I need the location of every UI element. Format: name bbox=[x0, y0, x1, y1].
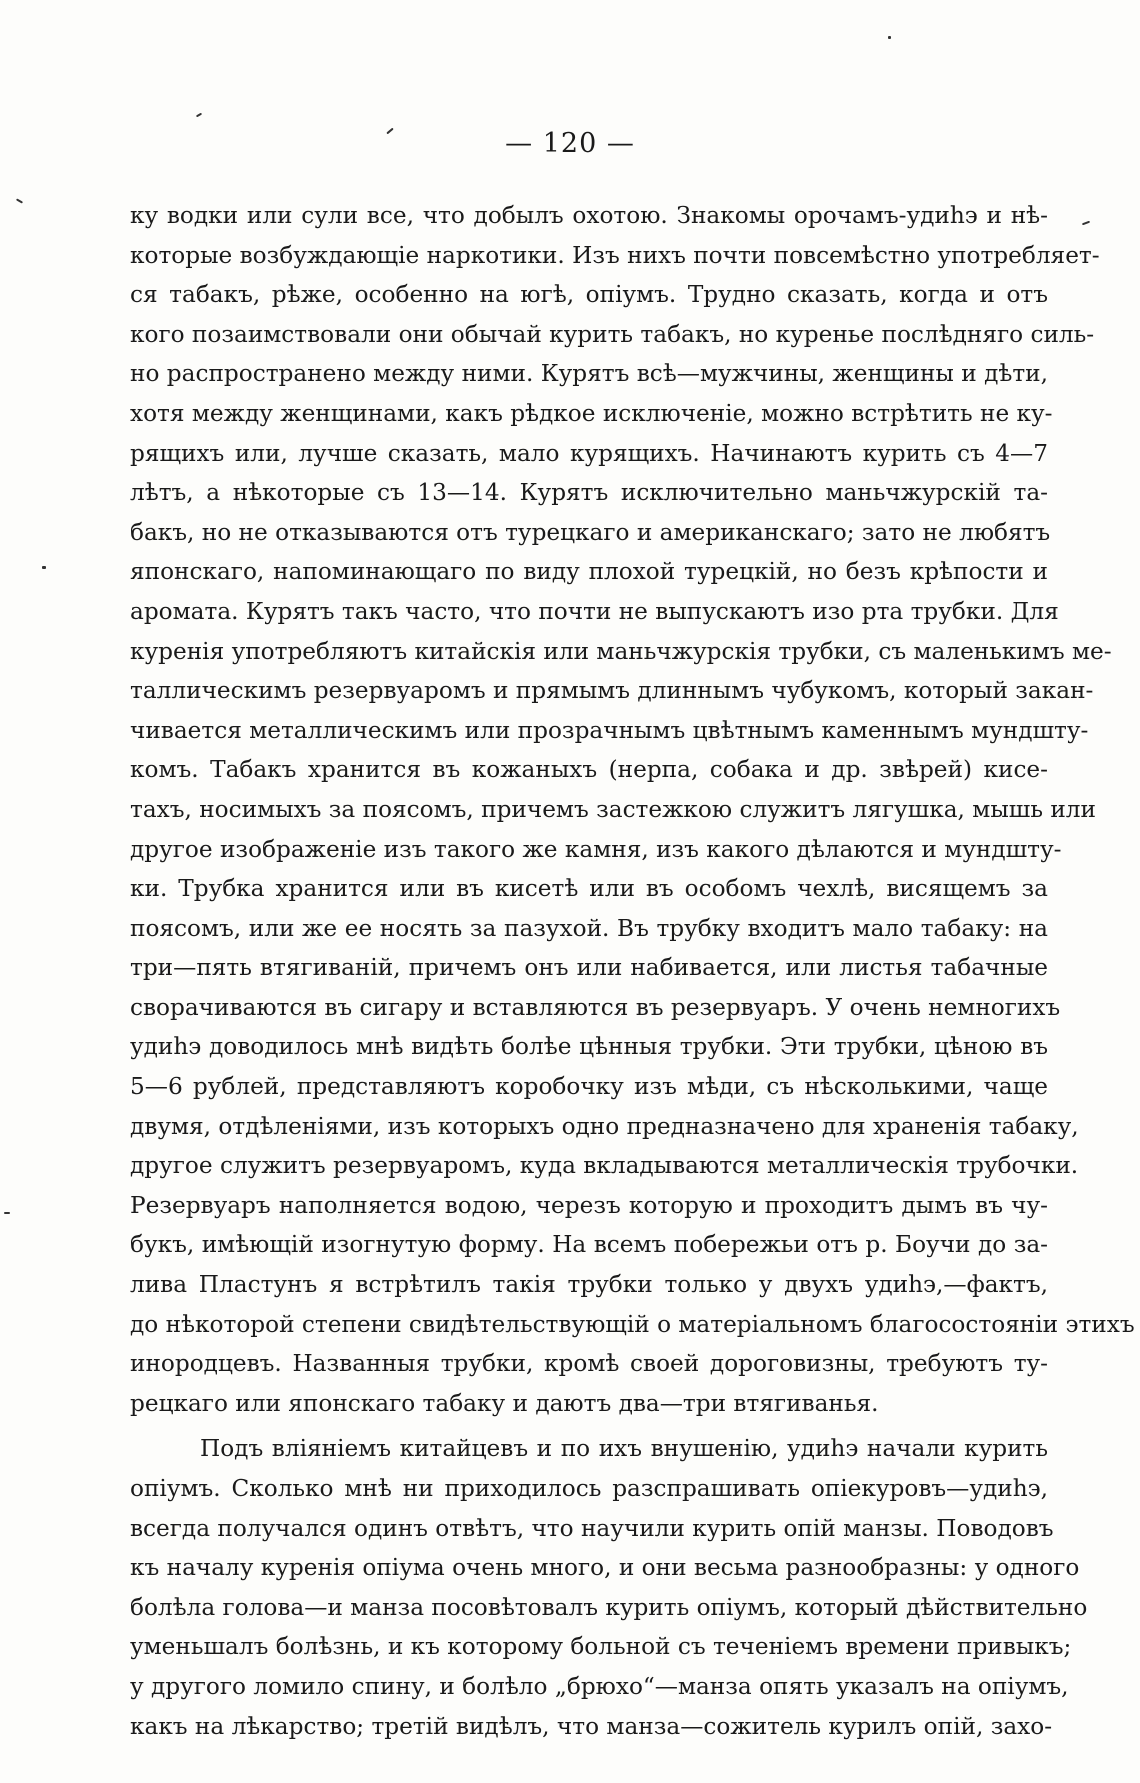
text-line: чивается металлическимъ или прозрачнымъ цвѣтнымъ каменнымъ мундшту- bbox=[130, 716, 1089, 744]
text-line: до нѣкоторой степени свидѣтельствующій о матеріальномъ благосостояніи этихъ bbox=[130, 1310, 1135, 1338]
text-line: букъ, имѣющій изогнутую форму. На всемъ побережьи отъ р. Боучи до за- bbox=[130, 1231, 1048, 1259]
text-line: куренія употребляютъ китайскія или маньчжурскія трубки, съ маленькимъ ме- bbox=[130, 637, 1112, 665]
scan-speck bbox=[888, 36, 891, 39]
paragraph-2 bbox=[130, 1429, 1088, 1746]
text-line: Резервуаръ наполняется водою, черезъ которую и проходитъ дымъ въ чу- bbox=[130, 1191, 1048, 1219]
text-line: три—пять втягиваній, причемъ онъ или набивается, или листья табачные bbox=[130, 954, 1048, 982]
text-line: удиһэ доводилось мнѣ видѣть болѣе цѣнныя трубки. Эти трубки, цѣною въ bbox=[130, 1033, 1048, 1061]
text-line: ки. Трубка хранится или въ кисетѣ или въ особомъ чехлѣ, висящемъ за bbox=[130, 875, 1048, 903]
text-line: у другого ломило спину, и болѣло „брюхо“—манза опять указалъ на опіумъ, bbox=[130, 1672, 1069, 1700]
text-line: къ началу куренія опіума очень много, и они весьма разнообразны: у одного bbox=[130, 1554, 1080, 1582]
text-line: но распространено между ними. Курятъ всѣ—мужчины, женщины и дѣти, bbox=[130, 360, 1048, 388]
text-line: кого позаимствовали они обычай курить табакъ, но куренье послѣдняго силь- bbox=[130, 320, 1095, 348]
text-line: ку водки или сули все, что добылъ охотою. Знакомы орочамъ-удиһэ и нѣ- bbox=[130, 202, 1048, 229]
text-line: инородцевъ. Названныя трубки, кромѣ своей дороговизны, требуютъ ту- bbox=[130, 1350, 1048, 1378]
text-line: аромата. Курятъ такъ часто, что почти не выпускаютъ изо рта трубки. Для bbox=[130, 597, 1059, 625]
text-line: уменьшалъ болѣзнь, и къ которому больной съ теченіемъ времени привыкъ; bbox=[130, 1633, 1072, 1661]
scan-speck bbox=[196, 113, 202, 118]
scan-speck bbox=[1082, 221, 1090, 226]
text-line: хотя между женщинами, какъ рѣдкое исключеніе, можно встрѣтить не ку- bbox=[130, 399, 1053, 427]
scan-speck bbox=[16, 198, 23, 203]
text-line: таллическимъ резервуаромъ и прямымъ длиннымъ чубукомъ, который закан- bbox=[130, 677, 1094, 705]
text-line: японскаго, напоминающаго по виду плохой турецкій, но безъ крѣпости и bbox=[130, 558, 1048, 586]
text-line: ся табакъ, рѣже, особенно на югѣ, опіумъ. Трудно сказать, когда и отъ bbox=[130, 281, 1048, 309]
body-text bbox=[130, 196, 1135, 1746]
text-line: тахъ, носимыхъ за поясомъ, причемъ застежкою служитъ лягушка, мышь или bbox=[130, 795, 1096, 823]
scan-speck bbox=[42, 566, 46, 569]
text-line: другое изображеніе изъ такого же камня, изъ какого дѣлаются и мундшту- bbox=[130, 835, 1062, 863]
text-line: поясомъ, или же ее носять за пазухой. Въ трубку входитъ мало табаку: на bbox=[130, 914, 1048, 942]
page-number: — 120 — bbox=[505, 128, 635, 159]
paragraph-1 bbox=[130, 196, 1135, 1423]
text-line: рящихъ или, лучше сказать, мало курящихъ. Начинаютъ курить съ 4—7 bbox=[130, 439, 1048, 467]
text-line: опіумъ. Сколько мнѣ ни приходилось разспрашивать опіекуровъ—удиһэ, bbox=[130, 1475, 1048, 1502]
text-line: всегда получался одинъ отвѣтъ, что научили курить опій манзы. Поводовъ bbox=[130, 1514, 1054, 1542]
text-line: рецкаго или японскаго табаку и даютъ два—три втягиванья. bbox=[130, 1389, 879, 1417]
text-line: 5—6 рублей, представляютъ коробочку изъ мѣди, съ нѣсколькими, чаще bbox=[130, 1073, 1048, 1101]
text-line: какъ на лѣкарство; третій видѣлъ, что манза—сожитель курилъ опій, захо- bbox=[130, 1712, 1053, 1740]
text-line: которые возбуждающіе наркотики. Изъ нихъ почти повсемѣстно употребляет- bbox=[130, 241, 1100, 269]
text-line: сворачиваются въ сигару и вставляются въ резервуаръ. У очень немногихъ bbox=[130, 993, 1061, 1021]
text-line: лива Пластунъ я встрѣтилъ такія трубки только у двухъ удиһэ,—фактъ, bbox=[130, 1271, 1048, 1299]
scan-speck bbox=[4, 1212, 10, 1214]
text-line: комъ. Табакъ хранится въ кожаныхъ (нерпа, собака и др. звѣрей) кисе- bbox=[130, 756, 1048, 784]
text-line: другое служитъ резервуаромъ, куда вкладываются металлическія трубочки. bbox=[130, 1152, 1079, 1180]
text-line: бакъ, но не отказываются отъ турецкаго и американскаго; зато не любятъ bbox=[130, 518, 1051, 546]
text-line: лѣтъ, а нѣкоторые съ 13—14. Курятъ исключительно маньчжурскій та- bbox=[130, 479, 1048, 507]
text-line: двумя, отдѣленіями, изъ которыхъ одно предназначено для храненія табаку, bbox=[130, 1112, 1079, 1140]
text-line: Подъ вліяніемъ китайцевъ и по ихъ внушенію, удиһэ начали курить bbox=[200, 1435, 1048, 1463]
text-line: болѣла голова—и манза посовѣтовалъ курить опіумъ, который дѣйствительно bbox=[130, 1593, 1088, 1621]
